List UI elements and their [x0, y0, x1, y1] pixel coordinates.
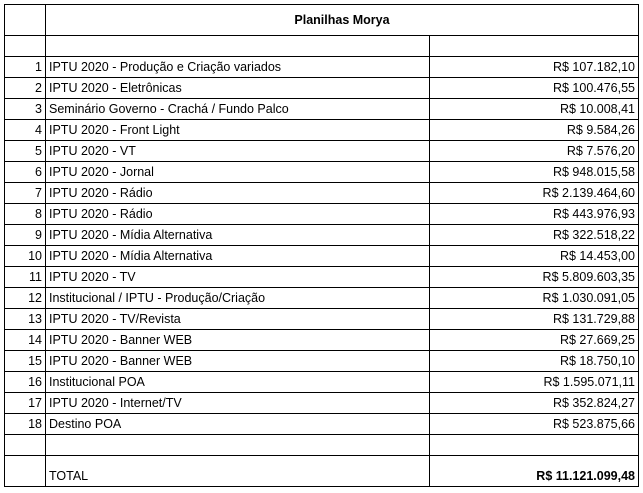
table-row — [5, 141, 639, 162]
row-value[interactable]: R$ 443.976,93 — [430, 204, 639, 225]
row-description[interactable]: IPTU 2020 - Banner WEB — [46, 330, 430, 351]
table-row — [5, 393, 639, 414]
row-value[interactable]: R$ 1.030.091,05 — [430, 288, 639, 309]
row-value[interactable]: R$ 322.518,22 — [430, 225, 639, 246]
row-description[interactable]: IPTU 2020 - Mídia Alternativa — [46, 225, 430, 246]
row-value[interactable]: R$ 5.809.603,35 — [430, 267, 639, 288]
spacer-row — [5, 36, 639, 57]
row-number[interactable]: 1 — [5, 57, 46, 78]
row-description[interactable]: IPTU 2020 - Rádio — [46, 183, 430, 204]
row-description[interactable]: Destino POA — [46, 414, 430, 435]
row-description[interactable]: Institucional POA — [46, 372, 430, 393]
row-description[interactable]: Seminário Governo - Crachá / Fundo Palco — [46, 99, 430, 120]
row-number[interactable]: 5 — [5, 141, 46, 162]
row-value[interactable]: R$ 14.453,00 — [430, 246, 639, 267]
row-number[interactable]: 2 — [5, 78, 46, 99]
table-row — [5, 204, 639, 225]
table-row — [5, 414, 639, 435]
row-number[interactable]: 18 — [5, 414, 46, 435]
row-number[interactable]: 14 — [5, 330, 46, 351]
row-value[interactable]: R$ 948.015,58 — [430, 162, 639, 183]
empty-cell[interactable] — [5, 456, 46, 487]
table-row — [5, 351, 639, 372]
row-number[interactable]: 17 — [5, 393, 46, 414]
empty-cell[interactable] — [46, 435, 430, 456]
row-number[interactable]: 16 — [5, 372, 46, 393]
row-description[interactable]: IPTU 2020 - TV/Revista — [46, 309, 430, 330]
row-number[interactable]: 10 — [5, 246, 46, 267]
row-value[interactable]: R$ 107.182,10 — [430, 57, 639, 78]
spacer-row — [5, 435, 639, 456]
row-value[interactable]: R$ 131.729,88 — [430, 309, 639, 330]
row-description[interactable]: IPTU 2020 - VT — [46, 141, 430, 162]
empty-cell[interactable] — [5, 5, 46, 36]
total-label[interactable]: TOTAL — [46, 456, 430, 487]
row-description[interactable]: IPTU 2020 - Eletrônicas — [46, 78, 430, 99]
table-footer — [5, 435, 639, 487]
row-description[interactable]: IPTU 2020 - TV — [46, 267, 430, 288]
table-row — [5, 225, 639, 246]
row-description[interactable]: IPTU 2020 - Internet/TV — [46, 393, 430, 414]
row-value[interactable]: R$ 352.824,27 — [430, 393, 639, 414]
row-number[interactable]: 9 — [5, 225, 46, 246]
empty-cell[interactable] — [430, 36, 639, 57]
row-value[interactable]: R$ 523.875,66 — [430, 414, 639, 435]
row-description[interactable]: IPTU 2020 - Front Light — [46, 120, 430, 141]
empty-cell[interactable] — [5, 435, 46, 456]
table-row — [5, 183, 639, 204]
table-row — [5, 309, 639, 330]
row-description[interactable]: IPTU 2020 - Mídia Alternativa — [46, 246, 430, 267]
table-row — [5, 372, 639, 393]
table-row — [5, 57, 639, 78]
row-number[interactable]: 15 — [5, 351, 46, 372]
row-value[interactable]: R$ 18.750,10 — [430, 351, 639, 372]
row-number[interactable]: 8 — [5, 204, 46, 225]
data-rows — [5, 57, 639, 435]
row-value[interactable]: R$ 7.576,20 — [430, 141, 639, 162]
row-description[interactable]: IPTU 2020 - Jornal — [46, 162, 430, 183]
table-row — [5, 330, 639, 351]
spreadsheet-table — [4, 4, 639, 487]
row-number[interactable]: 11 — [5, 267, 46, 288]
table-row — [5, 78, 639, 99]
row-description[interactable]: IPTU 2020 - Rádio — [46, 204, 430, 225]
empty-cell[interactable] — [46, 36, 430, 57]
row-value[interactable]: R$ 9.584,26 — [430, 120, 639, 141]
row-description[interactable]: IPTU 2020 - Produção e Criação variados — [46, 57, 430, 78]
row-value[interactable]: R$ 2.139.464,60 — [430, 183, 639, 204]
table-row — [5, 267, 639, 288]
row-value[interactable]: R$ 27.669,25 — [430, 330, 639, 351]
table-row — [5, 99, 639, 120]
empty-cell[interactable] — [5, 36, 46, 57]
sheet-title[interactable]: Planilhas Morya — [46, 5, 639, 36]
table-row — [5, 120, 639, 141]
row-number[interactable]: 7 — [5, 183, 46, 204]
table-body — [5, 5, 639, 57]
row-number[interactable]: 3 — [5, 99, 46, 120]
row-number[interactable]: 13 — [5, 309, 46, 330]
table-row — [5, 246, 639, 267]
row-number[interactable]: 4 — [5, 120, 46, 141]
row-number[interactable]: 12 — [5, 288, 46, 309]
row-value[interactable]: R$ 10.008,41 — [430, 99, 639, 120]
total-row — [5, 456, 639, 487]
row-value[interactable]: R$ 1.595.071,11 — [430, 372, 639, 393]
total-value[interactable]: R$ 11.121.099,48 — [430, 456, 639, 487]
row-number[interactable]: 6 — [5, 162, 46, 183]
row-description[interactable]: Institucional / IPTU - Produção/Criação — [46, 288, 430, 309]
title-row — [5, 5, 639, 36]
table-row — [5, 288, 639, 309]
table-row — [5, 162, 639, 183]
empty-cell[interactable] — [430, 435, 639, 456]
row-description[interactable]: IPTU 2020 - Banner WEB — [46, 351, 430, 372]
row-value[interactable]: R$ 100.476,55 — [430, 78, 639, 99]
